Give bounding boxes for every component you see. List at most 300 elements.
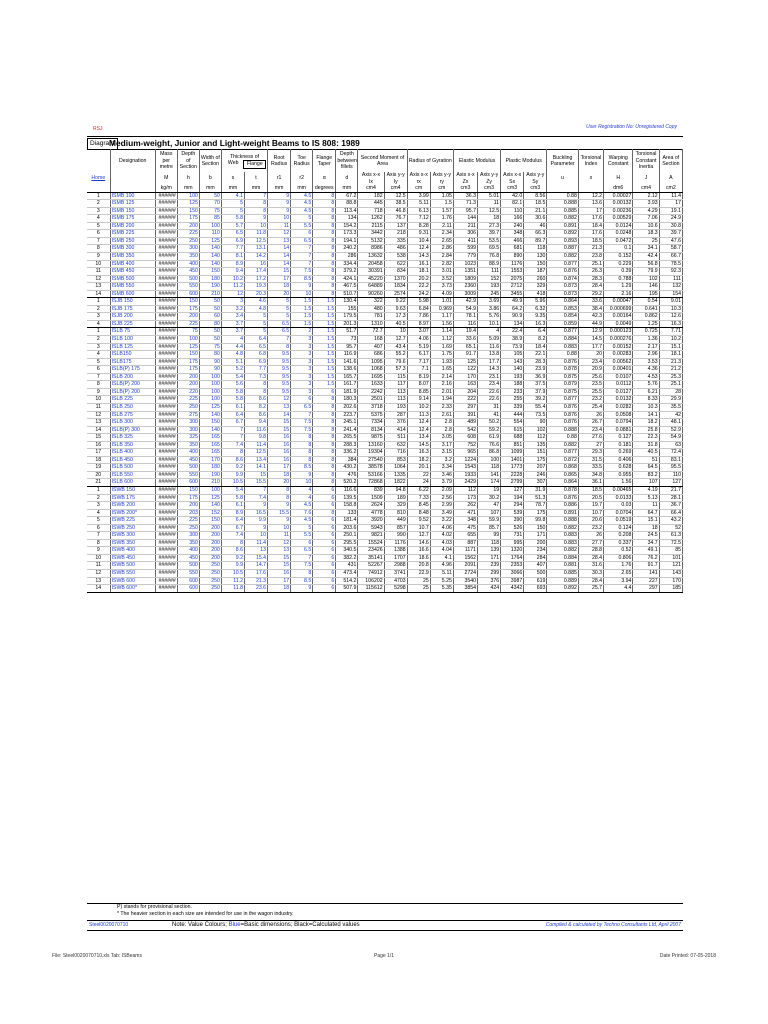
value-cell: ###### [155, 577, 177, 585]
value-cell: 7.5 [291, 562, 313, 570]
value-cell: ###### [155, 320, 177, 328]
column-header: Elastic Modulus [453, 150, 500, 173]
table-row [87, 396, 683, 404]
value-cell: 200 [524, 539, 547, 547]
value-cell: 66.7 [659, 253, 682, 261]
value-cell: 20 [268, 479, 291, 487]
value-cell: 45220 [358, 275, 384, 283]
value-cell: 83.2 [633, 471, 659, 479]
designation-cell: ISWB 300 [110, 532, 155, 540]
designation-cell: ISWB 400 [110, 547, 155, 555]
value-cell: 72868 [358, 479, 384, 487]
value-cell: 3920 [358, 517, 384, 525]
symbol-header: α [313, 172, 336, 185]
value-cell: 31.5 [578, 456, 603, 464]
value-cell: 5 [291, 215, 313, 223]
value-cell: 18.4 [578, 222, 603, 230]
value-cell: 390 [501, 517, 524, 525]
value-cell: 185 [659, 585, 682, 593]
value-cell: 6 [313, 569, 336, 577]
value-cell: 0.885 [547, 569, 579, 577]
value-cell: 174 [478, 479, 501, 487]
value-cell: 11.3 [407, 411, 430, 419]
value-cell: 0.874 [547, 275, 579, 283]
home-link[interactable]: Home [91, 175, 106, 182]
value-cell: 202.6 [336, 403, 358, 411]
unit-header: cm3 [524, 185, 547, 192]
value-cell: 3.69 [478, 298, 501, 306]
value-cell: 2 [291, 328, 313, 336]
value-cell: 3.46 [430, 471, 453, 479]
value-cell: 51 [633, 456, 659, 464]
value-cell: 3854 [453, 585, 477, 593]
value-cell: 16 [268, 569, 291, 577]
row-number: 11 [87, 268, 110, 276]
value-cell: 9.4 [221, 268, 244, 276]
row-number: 8 [87, 245, 110, 253]
value-cell: 8 [313, 403, 336, 411]
value-cell: 3455 [501, 290, 524, 298]
value-cell: 15.5 [268, 509, 291, 517]
value-cell: 4 [291, 486, 313, 494]
value-cell: 6 [313, 562, 336, 570]
value-cell: 7 [291, 554, 313, 562]
value-cell: 9 [268, 207, 291, 215]
value-cell: 225 [177, 320, 199, 328]
value-cell: 23.2 [578, 396, 603, 404]
value-cell: 27.6 [578, 434, 603, 442]
designation-cell: ISMB 100 [110, 192, 155, 200]
value-cell: 28.4 [578, 283, 603, 291]
table-row [87, 456, 683, 464]
value-cell: 37.9 [524, 388, 547, 396]
diagram-button[interactable]: Diagram [87, 138, 118, 150]
designation-cell: ISLB(P) 300 [110, 426, 155, 434]
unit-header: mm [244, 185, 267, 192]
value-cell: 0.879 [547, 381, 579, 389]
value-cell: 286 [336, 253, 358, 261]
value-cell: 110 [659, 471, 682, 479]
value-cell: 127 [501, 486, 524, 494]
value-cell: 90260 [358, 290, 384, 298]
table-row [87, 245, 683, 253]
value-cell: 8 [221, 449, 244, 457]
value-cell: 3.07 [407, 328, 430, 336]
table-row [87, 366, 683, 374]
unit-header: cm3 [501, 185, 524, 192]
unit-header [87, 185, 110, 192]
value-cell: 20.9 [578, 366, 603, 374]
value-cell: 335 [384, 237, 407, 245]
value-cell: 20.8 [407, 562, 430, 570]
value-cell: 31 [478, 403, 501, 411]
table-row [87, 419, 683, 427]
value-cell: 140 [199, 426, 221, 434]
row-number: 3 [87, 313, 110, 321]
value-cell: 0.0112 [604, 381, 633, 389]
value-cell: 2.33 [430, 403, 453, 411]
column-header: Flange Taper [313, 150, 336, 173]
value-cell: 0.878 [547, 486, 579, 494]
value-cell: 9.5 [268, 358, 291, 366]
value-cell: 165.7 [336, 373, 358, 381]
value-cell: 50 [199, 298, 221, 306]
value-cell: 0.0472 [604, 237, 633, 245]
value-cell: 8 [291, 569, 313, 577]
note-suffix: =Basic dimensions; Black=Calculated values [240, 922, 360, 928]
value-cell: 0.888 [547, 426, 579, 434]
value-cell: 407 [358, 343, 384, 351]
value-cell: 99.8 [524, 517, 547, 525]
value-cell: 240 [501, 222, 524, 230]
value-cell: 0.876 [547, 494, 579, 502]
value-cell: 9.8 [244, 434, 267, 442]
value-cell: 6 [313, 524, 336, 532]
value-cell: 6.5 [291, 403, 313, 411]
footer-file: File: Steel0020070710.xls Tab: ISBeams [52, 953, 142, 959]
value-cell: 466 [501, 237, 524, 245]
value-cell: 5.5 [291, 222, 313, 230]
value-cell: 233 [501, 388, 524, 396]
value-cell: 4.6 [244, 298, 267, 306]
value-cell: 250 [199, 577, 221, 585]
value-cell: 4 [221, 336, 244, 344]
value-cell: ###### [155, 585, 177, 593]
unit-header: cm [407, 185, 430, 192]
value-cell: 240.2 [336, 245, 358, 253]
value-cell: 170 [453, 373, 477, 381]
table-row [87, 486, 683, 494]
value-cell: 0.88 [547, 192, 579, 200]
value-cell: 890 [501, 253, 524, 261]
value-cell: 137 [384, 222, 407, 230]
value-cell: 105 [501, 351, 524, 359]
symbol-header: h [177, 172, 199, 185]
value-cell: 140 [199, 245, 221, 253]
value-cell: 2.17 [633, 343, 659, 351]
value-cell: 23.4 [578, 358, 603, 366]
value-cell: 18.2 [407, 456, 430, 464]
value-cell: 1.69 [430, 343, 453, 351]
value-cell: 41 [478, 411, 501, 419]
value-cell: 2115 [358, 222, 384, 230]
value-cell: 163 [453, 381, 477, 389]
value-cell: 165 [199, 434, 221, 442]
value-cell: 25.1 [578, 260, 603, 268]
value-cell: 227 [633, 577, 659, 585]
row-number: 1 [87, 328, 110, 336]
value-cell: 26.3 [578, 268, 603, 276]
value-cell: 134 [336, 215, 358, 223]
value-cell: 14 [268, 253, 291, 261]
value-cell: 210 [199, 479, 221, 487]
value-cell: 0.0132 [604, 396, 633, 404]
value-cell: 5.6 [221, 381, 244, 389]
value-cell: 0.882 [547, 215, 579, 223]
designation-cell: ISMB 450 [110, 268, 155, 276]
value-cell: 294 [501, 502, 524, 510]
value-cell: 0.853 [547, 305, 579, 313]
value-cell: 6 [313, 585, 336, 593]
value-cell: ###### [155, 411, 177, 419]
table-row [87, 532, 683, 540]
value-cell: 6.5 [291, 547, 313, 555]
row-number: 12 [87, 275, 110, 283]
row-number: 14 [87, 290, 110, 298]
value-cell: 887 [453, 539, 477, 547]
value-cell: 200 [199, 524, 221, 532]
value-cell: 431 [336, 562, 358, 570]
table-row [87, 502, 683, 510]
value-cell: 54.9 [659, 434, 682, 442]
value-cell: 0.0881 [604, 426, 633, 434]
value-cell: 0.889 [547, 577, 579, 585]
column-header: Plastic Modulus [501, 150, 547, 173]
value-cell: 100 [177, 192, 199, 200]
value-cell: 21.2 [659, 366, 682, 374]
value-cell: 8 [313, 207, 336, 215]
designation-cell: ISWB 600* [110, 585, 155, 593]
value-cell: 175 [177, 305, 199, 313]
value-cell: 18.2 [633, 419, 659, 427]
value-cell: 168 [358, 336, 384, 344]
value-cell: 307 [524, 479, 547, 487]
table-row [87, 328, 683, 336]
value-cell: 0.337 [604, 539, 633, 547]
note-line: * The heavier section in each size are intended for use in the wagon industry. [117, 910, 294, 917]
value-cell: 2.14 [430, 373, 453, 381]
sheet-code: RSJ [93, 126, 103, 132]
value-cell: 151 [524, 449, 547, 457]
value-cell: 3 [291, 381, 313, 389]
unit-header: cm4 [358, 185, 384, 192]
value-cell: 125 [199, 494, 221, 502]
value-cell: 5.4 [221, 486, 244, 494]
value-cell: 59.2 [478, 426, 501, 434]
value-cell: 13.6 [578, 200, 603, 208]
designation-cell: ISLB 400 [110, 449, 155, 457]
value-cell: 64.5 [633, 464, 659, 472]
value-cell: 600 [177, 290, 199, 298]
unit-header: mm [177, 185, 199, 192]
value-cell: 6.4 [244, 336, 267, 344]
value-cell: 3.73 [430, 283, 453, 291]
designation-cell: ISMB 225 [110, 230, 155, 238]
value-cell: 150 [177, 298, 199, 306]
value-cell: 11.8 [221, 585, 244, 593]
value-cell: 686 [358, 351, 384, 359]
value-cell: 8 [313, 222, 336, 230]
value-cell: 510.7 [336, 290, 358, 298]
value-cell: 18 [633, 524, 659, 532]
value-cell: 2712 [501, 283, 524, 291]
value-cell: 204 [453, 388, 477, 396]
value-cell: 9.2 [221, 464, 244, 472]
value-cell: 15524 [358, 539, 384, 547]
symbol-header [478, 172, 501, 185]
value-cell: 1.5 [313, 351, 336, 359]
value-cell: 130 [524, 253, 547, 261]
unit-header [110, 185, 155, 192]
value-cell: 688 [501, 434, 524, 442]
value-cell: ###### [155, 502, 177, 510]
footer-page: Page 1/1 [374, 953, 395, 959]
designation-cell: ISLB 275 [110, 411, 155, 419]
value-cell: 260 [524, 275, 547, 283]
value-cell: 3 [291, 388, 313, 396]
notes [87, 903, 683, 918]
value-cell: 13 [268, 547, 291, 555]
value-cell: 150 [524, 260, 547, 268]
value-cell: 8 [221, 539, 244, 547]
table-row [87, 554, 683, 562]
value-cell: 10 [268, 215, 291, 223]
value-cell: 7 [221, 434, 244, 442]
value-cell: 20 [268, 290, 291, 298]
value-cell: 2.65 [430, 237, 453, 245]
value-cell: 632 [384, 441, 407, 449]
value-cell: 90 [199, 366, 221, 374]
value-cell: 189 [384, 494, 407, 502]
value-cell: 21.7 [659, 486, 682, 494]
value-cell: 14 [268, 411, 291, 419]
value-cell: 15 [268, 562, 291, 570]
value-cell: 31.6 [578, 562, 603, 570]
value-cell: 965 [453, 449, 477, 457]
value-cell: 995 [501, 539, 524, 547]
value-cell: 8 [313, 411, 336, 419]
value-cell: 118 [478, 539, 501, 547]
value-cell: 6 [313, 532, 336, 540]
table-row [87, 585, 683, 593]
value-cell: 8.85 [407, 388, 430, 396]
value-cell: 514.2 [336, 577, 358, 585]
value-cell: 11 [633, 502, 659, 510]
value-cell: 834 [384, 268, 407, 276]
value-cell: 1.12 [430, 336, 453, 344]
table-row [87, 298, 683, 306]
value-cell: 0.864 [547, 298, 579, 306]
value-cell: 8.9 [221, 509, 244, 517]
value-cell: 64.7 [633, 509, 659, 517]
value-cell: 92.3 [659, 268, 682, 276]
value-cell: 3.05 [430, 434, 453, 442]
header-row-symbols [87, 172, 683, 185]
value-cell: 3.7 [221, 328, 244, 336]
value-cell: 444 [501, 411, 524, 419]
unit-header: cm [430, 185, 453, 192]
value-cell: 79.6 [384, 358, 407, 366]
note-blue: Blue [228, 922, 241, 928]
value-cell: 500 [177, 275, 199, 283]
value-cell: 3987 [501, 577, 524, 585]
unit-header: dm6 [604, 185, 633, 192]
value-cell: ###### [155, 268, 177, 276]
value-cell: 9.5 [268, 373, 291, 381]
value-cell: 16.1 [407, 260, 430, 268]
value-cell: 8 [244, 381, 267, 389]
value-cell: 0.876 [547, 268, 579, 276]
value-cell: 10.2 [221, 275, 244, 283]
value-cell: 9.9 [221, 471, 244, 479]
value-cell: 0.152 [604, 253, 633, 261]
value-cell: 200 [177, 373, 199, 381]
value-cell: 40.5 [633, 449, 659, 457]
value-cell: 27.3 [478, 222, 501, 230]
designation-cell: ISMB 300 [110, 245, 155, 253]
value-cell: 112 [453, 486, 477, 494]
value-cell: 2724 [453, 569, 477, 577]
value-cell: 1262 [358, 215, 384, 223]
value-cell: 0.878 [547, 366, 579, 374]
value-cell: 0.955 [604, 471, 633, 479]
row-number: 2 [87, 336, 110, 344]
value-cell: 6.5 [268, 328, 291, 336]
value-cell: 1.5 [313, 373, 336, 381]
value-cell: 5 [221, 200, 244, 208]
value-cell: 1.56 [604, 479, 633, 487]
value-cell: 0.00401 [604, 366, 633, 374]
value-cell: 17 [578, 207, 603, 215]
value-cell: 46 [524, 222, 547, 230]
value-cell: 245.1 [336, 419, 358, 427]
value-cell: 3.99 [407, 192, 430, 200]
value-cell: 51.7 [336, 328, 358, 336]
value-cell: 22.6 [478, 388, 501, 396]
value-cell: 190 [199, 283, 221, 291]
value-cell: 3741 [384, 569, 407, 577]
value-cell: 8.6 [221, 456, 244, 464]
symbol-header: M [155, 172, 177, 185]
value-cell: 348 [501, 230, 524, 238]
value-cell: 180 [199, 275, 221, 283]
value-cell: 4.02 [430, 532, 453, 540]
value-cell: 9.52 [407, 517, 430, 525]
value-cell: 116 [453, 320, 477, 328]
value-cell: 4342 [501, 585, 524, 593]
value-cell: 3.93 [633, 200, 659, 208]
value-cell: 1351 [453, 268, 477, 276]
value-cell: 1.5 [291, 298, 313, 306]
value-cell: 297 [453, 403, 477, 411]
value-cell: 100 [199, 222, 221, 230]
value-cell: 8 [291, 456, 313, 464]
value-cell: 348 [453, 517, 477, 525]
symbol-header: r1 [268, 172, 291, 185]
value-cell: 140 [199, 253, 221, 261]
value-cell: 275 [177, 411, 199, 419]
value-cell: 18.6 [407, 554, 430, 562]
value-cell: 3.4 [221, 313, 244, 321]
value-cell: 1.29 [604, 283, 633, 291]
value-cell: 239 [478, 562, 501, 570]
value-cell: 9 [291, 283, 313, 291]
value-cell: 12.7 [384, 336, 407, 344]
value-cell: 6 [291, 539, 313, 547]
value-cell: ###### [155, 192, 177, 200]
value-cell: 100 [478, 456, 501, 464]
value-cell: 125 [453, 358, 477, 366]
value-cell: 60 [199, 313, 221, 321]
row-number: 5 [87, 517, 110, 525]
value-cell: 10 [244, 222, 267, 230]
value-cell: 107 [478, 509, 501, 517]
value-cell: 49.9 [501, 298, 524, 306]
value-cell: 400 [177, 547, 199, 555]
value-cell: ###### [155, 403, 177, 411]
value-cell: 400 [177, 449, 199, 457]
value-cell: 7.5 [291, 419, 313, 427]
